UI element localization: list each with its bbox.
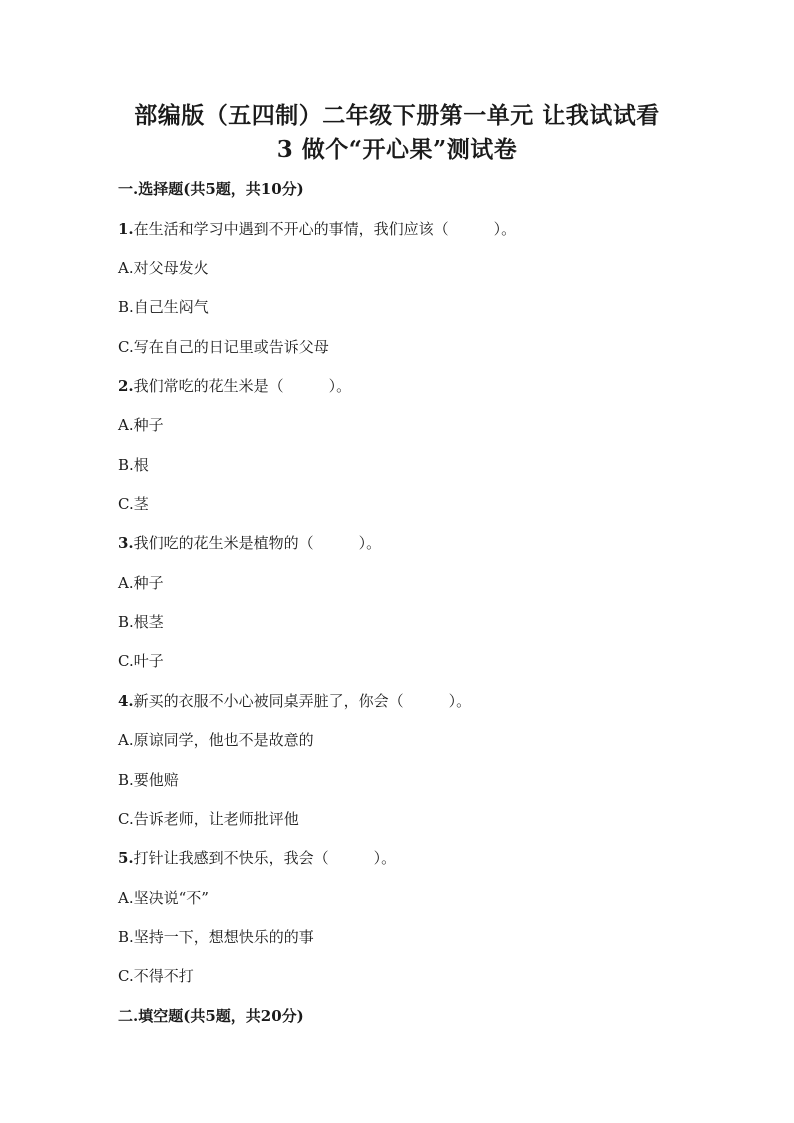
question-number: 4. xyxy=(118,692,134,710)
option-4c: C.告诉老师，让老师批评他 xyxy=(118,810,299,828)
option-2c: C.茎 xyxy=(118,495,149,513)
question-number: 3. xyxy=(118,534,134,552)
question-text: 新买的衣服不小心被同桌弄脏了，你会（ ）。 xyxy=(133,692,472,710)
question-text: 我们常吃的花生米是（ ）。 xyxy=(133,377,352,395)
option-2a: A.种子 xyxy=(118,416,164,434)
question-number: 5. xyxy=(118,849,134,867)
option-5a: A.坚决说“不” xyxy=(118,889,209,907)
option-3a: A.种子 xyxy=(118,574,164,592)
option-5c: C.不得不打 xyxy=(118,967,194,985)
option-4a: A.原谅同学，他也不是故意的 xyxy=(118,731,314,749)
option-1a: A.对父母发火 xyxy=(118,259,209,277)
option-1c: C.写在自己的日记里或告诉父母 xyxy=(118,338,329,356)
option-5b: B.坚持一下，想想快乐的的事 xyxy=(118,928,314,946)
question-text: 我们吃的花生米是植物的（ ）。 xyxy=(133,534,382,552)
option-3c: C.叶子 xyxy=(118,652,164,670)
option-4b: B.要他赔 xyxy=(118,771,179,789)
question-3 xyxy=(118,532,381,553)
question-text: 打针让我感到不快乐，我会（ ）。 xyxy=(133,849,397,867)
question-1 xyxy=(118,218,516,239)
question-2 xyxy=(118,375,351,396)
question-5 xyxy=(118,847,396,868)
exam-subtitle: 3 做个“开心果”测试卷 xyxy=(276,136,518,163)
option-3b: B.根茎 xyxy=(118,613,164,631)
option-1b: B.自己生闷气 xyxy=(118,298,209,316)
exam-title: 部编版（五四制）二年级下册第一单元 让我试试看 xyxy=(134,102,660,129)
question-text: 在生活和学习中遇到不开心的事情，我们应该（ ）。 xyxy=(133,220,517,238)
option-2b: B.根 xyxy=(118,456,149,474)
section-heading-choice: 一.选择题(共5题，共10分) xyxy=(118,180,304,198)
section-heading-fill: 二.填空题(共5题，共20分) xyxy=(118,1007,304,1025)
question-number: 2. xyxy=(118,377,134,395)
question-number: 1. xyxy=(118,220,134,238)
question-4 xyxy=(118,690,471,711)
